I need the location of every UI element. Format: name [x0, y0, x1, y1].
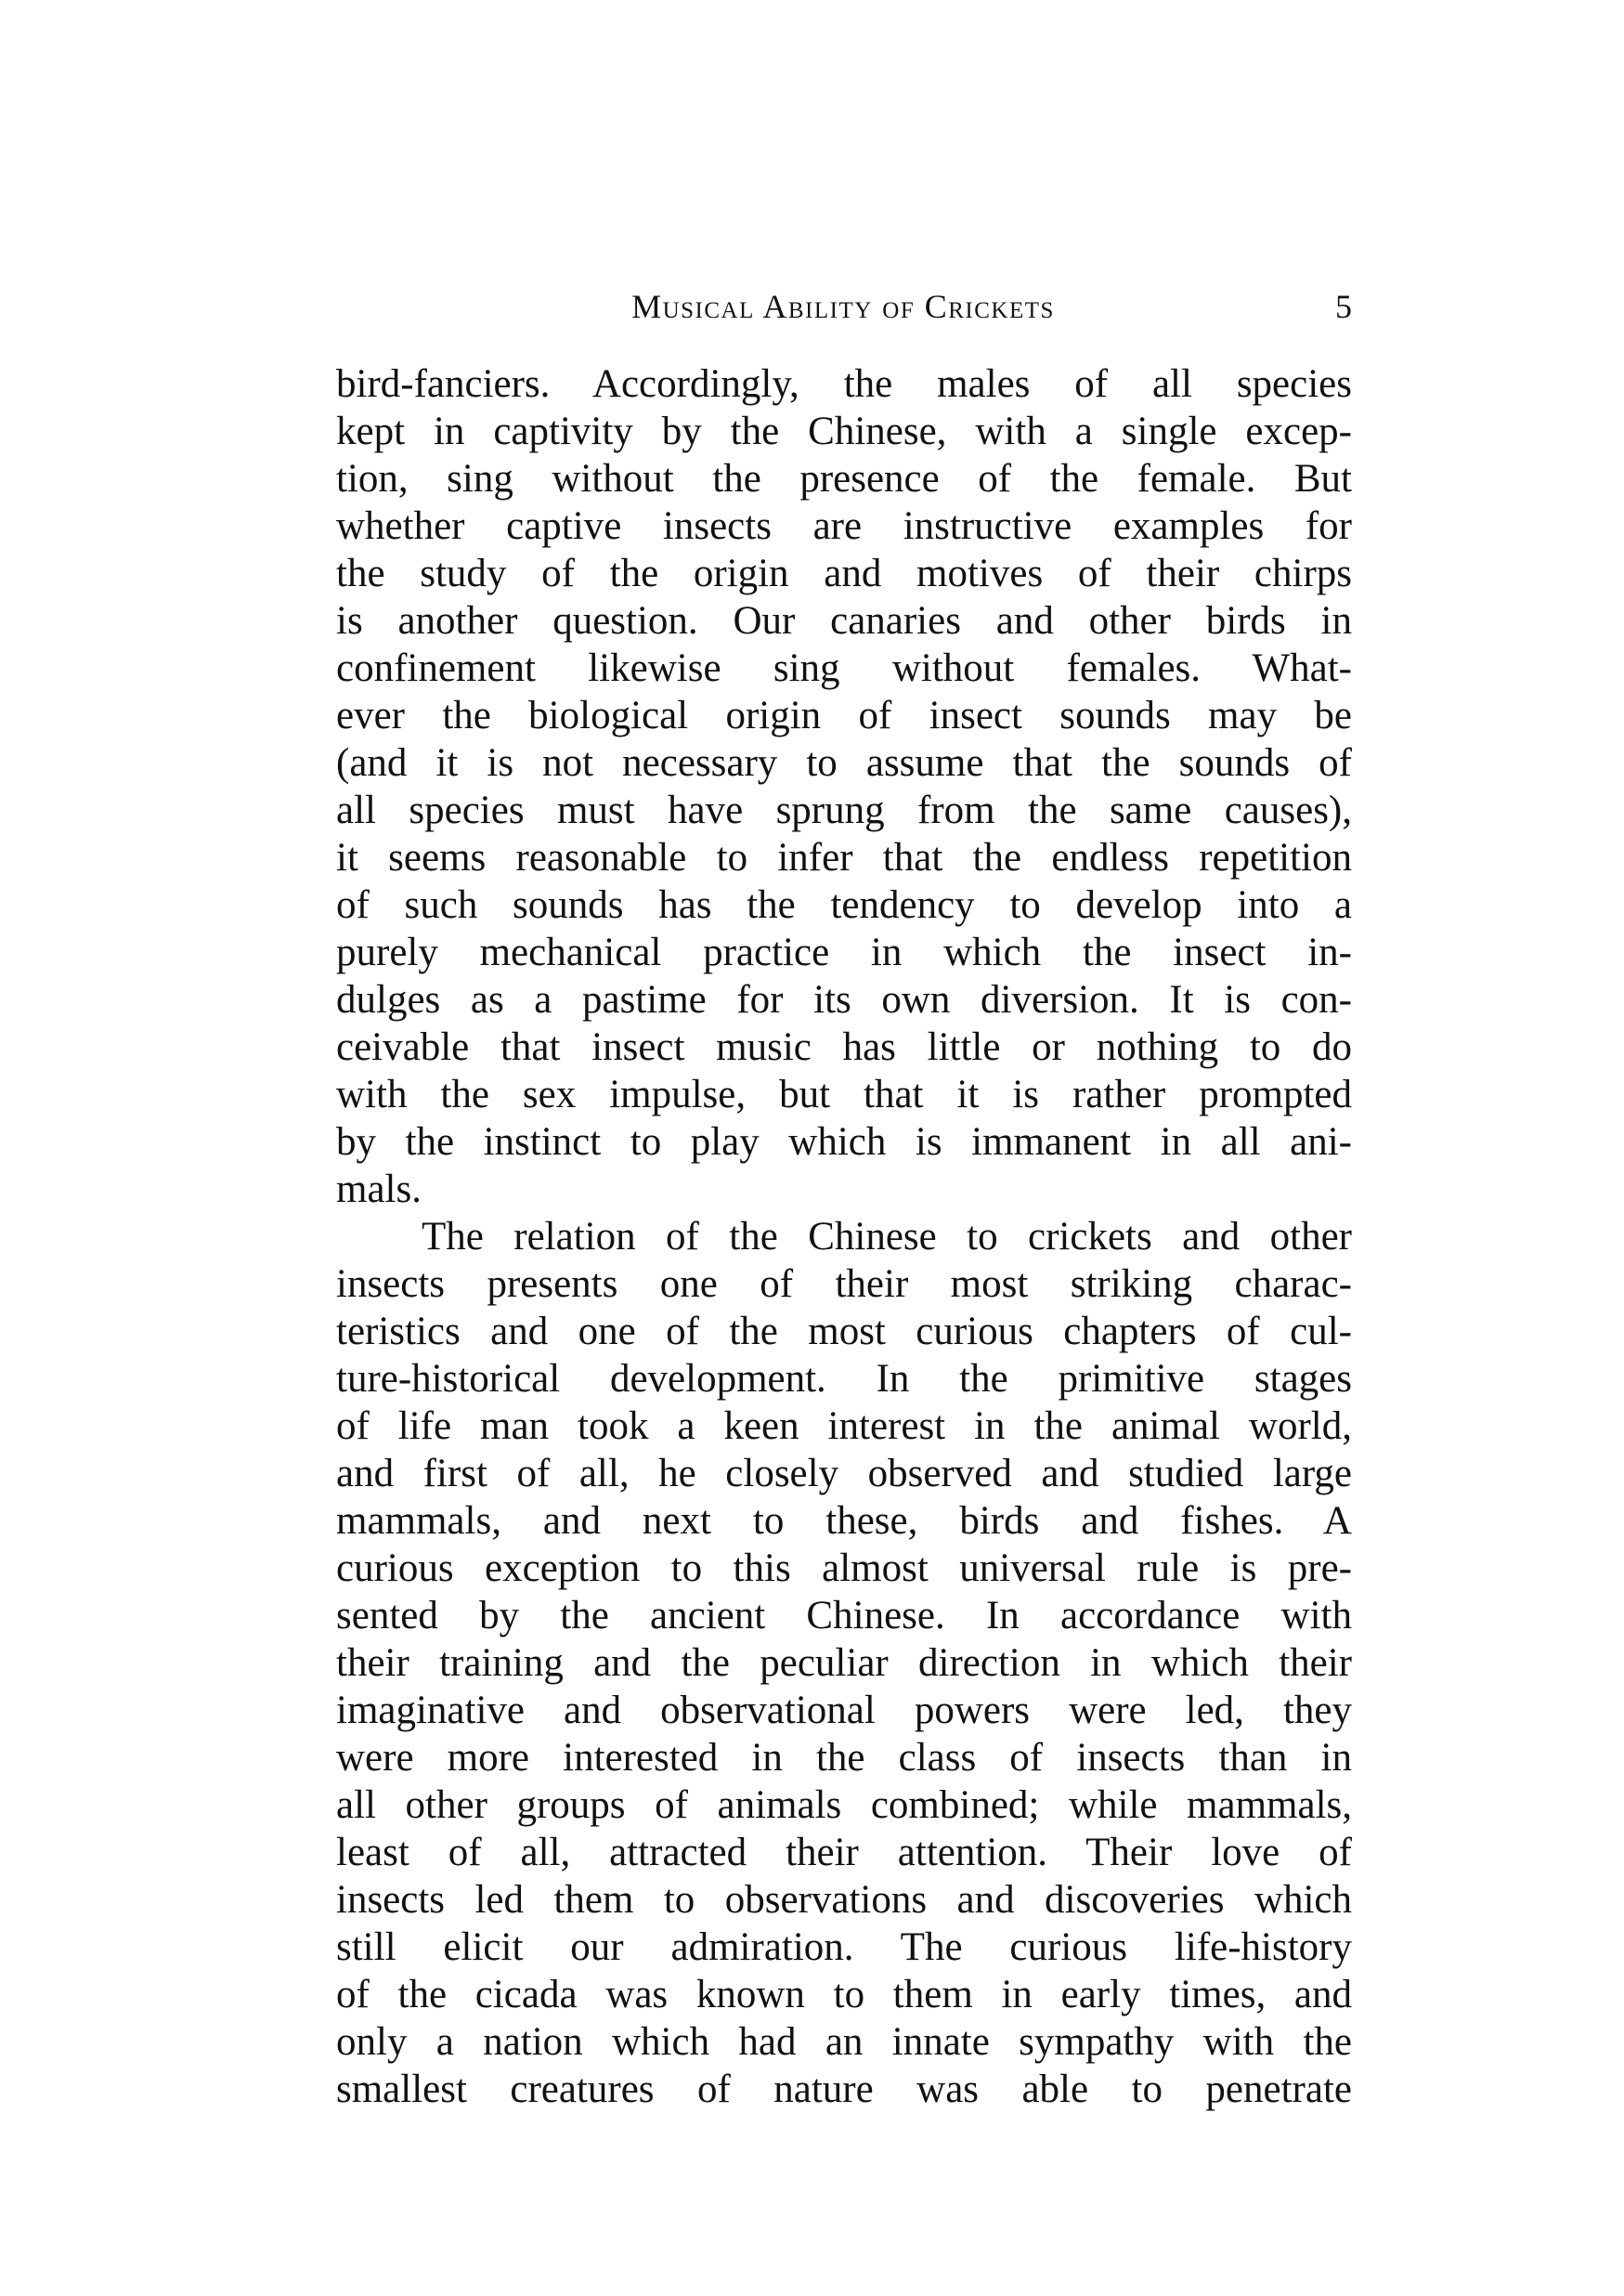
text-line: ever the biological origin of insect sounds may be [336, 694, 1352, 737]
text-line: (and it is not necessary to assume that the sounds of [336, 741, 1352, 785]
text-line: ture-historical development. In the primitive stages [336, 1357, 1352, 1401]
paragraph-1 [336, 360, 1352, 1213]
text-line: bird-fanciers. Accordingly, the males of all species [336, 362, 1352, 406]
text-line: and first of all, he closely observed and studied large [336, 1452, 1352, 1495]
text-line: curious exception to this almost universal rule is pre- [336, 1546, 1352, 1590]
text-line: whether captive insects are instructive examples for [336, 504, 1352, 548]
running-title: Musical Ability of Crickets [631, 288, 1055, 325]
text-line: tion, sing without the presence of the female. But [336, 457, 1352, 501]
text-line: dulges as a pastime for its own diversion. It is con- [336, 978, 1352, 1022]
body-text [336, 360, 1352, 2113]
text-line: The relation of the Chinese to crickets and other [422, 1215, 1352, 1259]
text-line: mammals, and next to these, birds and fishes. A [336, 1499, 1352, 1543]
text-line: imaginative and observational powers were led, they [336, 1689, 1352, 1732]
text-line: only a nation which had an innate sympathy with the [336, 2020, 1352, 2064]
text-line: all other groups of animals combined; while mammals, [336, 1783, 1352, 1827]
text-line: confinement likewise sing without females. What- [336, 646, 1352, 690]
text-line: of the cicada was known to them in early times, and [336, 1973, 1352, 2016]
text-line: smallest creatures of nature was able to penetrate [336, 2068, 1352, 2111]
text-line: still elicit our admiration. The curious life-history [336, 1925, 1352, 1969]
page-number: 5 [1335, 288, 1352, 325]
text-line: with the sex impulse, but that it is rather prompted [336, 1073, 1352, 1116]
text-line: least of all, attracted their attention. Their love of [336, 1831, 1352, 1874]
text-line: all species must have sprung from the same causes), [336, 789, 1352, 832]
text-line: their training and the peculiar direction in which their [336, 1641, 1352, 1685]
text-line: insects presents one of their most striking charac- [336, 1262, 1352, 1306]
text-line: the study of the origin and motives of their chirps [336, 552, 1352, 595]
text-line: sented by the ancient Chinese. In accordance with [336, 1594, 1352, 1637]
text-line: were more interested in the class of insects than in [336, 1736, 1352, 1780]
text-line: ceivable that insect music has little or nothing to do [336, 1025, 1352, 1069]
text-line: mals. [336, 1168, 422, 1211]
text-line: of such sounds has the tendency to develop into a [336, 883, 1352, 927]
text-line: by the instinct to play which is immanent in all ani- [336, 1120, 1352, 1164]
text-line: insects led them to observations and discoveries which [336, 1878, 1352, 1922]
text-line: kept in captivity by the Chinese, with a single excep- [336, 410, 1352, 453]
text-line: of life man took a keen interest in the animal world, [336, 1404, 1352, 1448]
running-head [334, 286, 1352, 327]
text-line: is another question. Our canaries and other birds in [336, 599, 1352, 643]
paragraph-2 [336, 1213, 1352, 2113]
text-line: it seems reasonable to infer that the endless repetition [336, 836, 1352, 880]
text-line: teristics and one of the most curious chapters of cul- [336, 1310, 1352, 1353]
text-line: purely mechanical practice in which the insect in- [336, 931, 1352, 974]
